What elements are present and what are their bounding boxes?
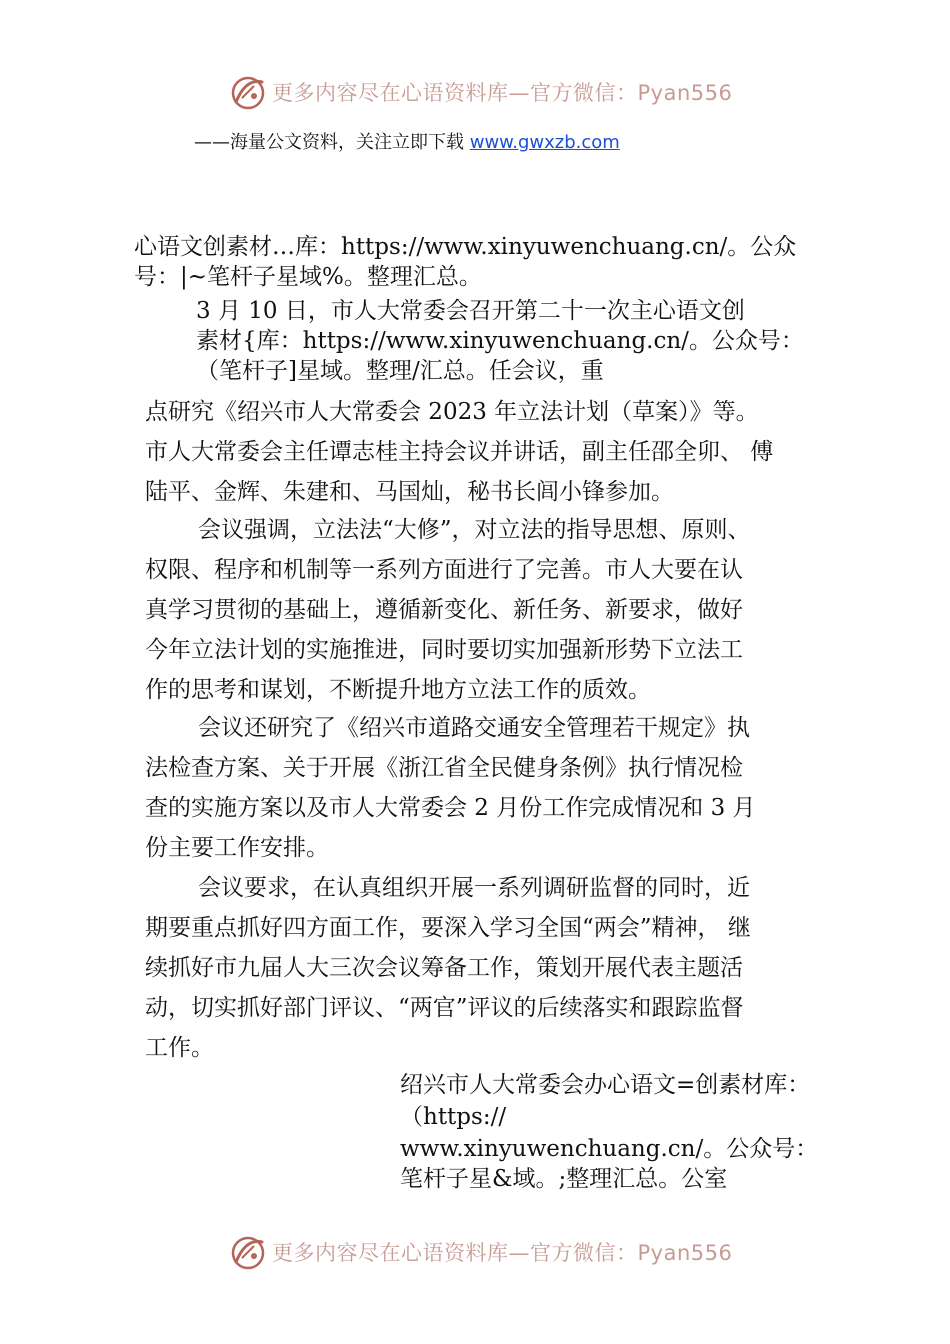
download-line: [194, 128, 620, 154]
download-text: ——海量公文资料，关注立即下载: [194, 132, 464, 153]
banner-text: 更多内容尽在心语资料库—官方微信：Pyan556: [272, 1241, 733, 1265]
body-line: 陆平、金辉、朱建和、马国灿，秘书长闾小锋参加。: [145, 479, 674, 505]
body-line: 3 月 10 日，市人大常委会召开第二十一次主心语文创: [196, 298, 745, 324]
body-line: 动，切实抓好部门评议、“两官”评议的后续落实和跟踪监督: [145, 995, 744, 1021]
body-line: 市人大常委会主任谭志桂主持会议并讲话，副主任邵全卯、 傅: [145, 439, 774, 465]
body-line: 点研究《绍兴市人大常委会 2023 年立法计划（草案）》等。: [145, 399, 759, 425]
body-line: 权限、程序和机制等一系列方面进行了完善。市人大要在认: [145, 557, 743, 583]
body-line: 素材{库：https://www.xinyuwenchuang.cn/。公众号：: [196, 328, 804, 354]
signature-line: 绍兴市人大常委会办心语文=创素材库：: [400, 1072, 811, 1098]
seal-logo-icon: [228, 1232, 268, 1272]
body-line: 今年立法计划的实施推进，同时要切实加强新形势下立法工: [145, 637, 743, 663]
header-banner: [228, 72, 732, 112]
signature-line: www.xinyuwenchuang.cn/。公众号：: [400, 1136, 819, 1162]
body-line: 期要重点抓好四方面工作，要深入学习全国“两会”精神， 继: [145, 915, 751, 941]
signature-line: （https://: [400, 1104, 507, 1130]
body-line: 续抓好市九届人大三次会议筹备工作，策划开展代表主题活: [145, 955, 743, 981]
website-link[interactable]: www.gwxzb.com: [469, 132, 620, 153]
body-line: 查的实施方案以及市人大常委会 2 月份工作完成情况和 3 月: [145, 795, 756, 821]
body-line: 作的思考和谋划，不断提升地方立法工作的质效。: [145, 677, 651, 703]
body-line: 号：|~笔杆子星域%。整理汇总。: [134, 264, 482, 290]
body-line: 法检查方案、关于开展《浙江省全民健身条例》执行情况检: [145, 755, 743, 781]
body-line: 心语文创素材…库：https://www.xinyuwenchuang.cn/。公众: [134, 234, 797, 260]
body-line: 真学习贯彻的基础上，遵循新变化、新任务、新要求，做好: [145, 597, 743, 623]
body-line: 工作。: [145, 1035, 214, 1061]
body-line: 会议强调，立法法“大修”，对立法的指导思想、原则、: [198, 517, 751, 543]
signature-line: 笔杆子星&域。;整理汇总。公室: [400, 1166, 728, 1192]
body-line: 份主要工作安排。: [145, 835, 329, 861]
banner-text: 更多内容尽在心语资料库—官方微信：Pyan556: [272, 81, 733, 105]
body-line: 会议还研究了《绍兴市道路交通安全管理若干规定》执: [198, 715, 750, 741]
body-line: （笔杆子]星域。整理/汇总。任会议，重: [196, 358, 604, 384]
body-line: 会议要求，在认真组织开展一系列调研监督的同时，近: [198, 875, 750, 901]
footer-banner: [228, 1232, 732, 1272]
seal-logo-icon: [228, 72, 268, 112]
